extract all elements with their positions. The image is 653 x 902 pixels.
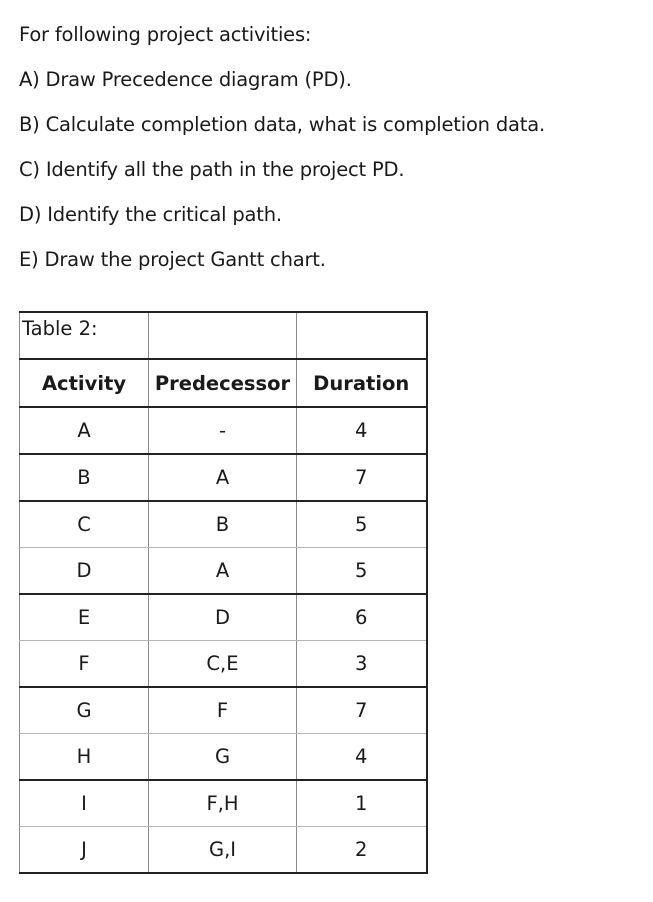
- activity-table: [19, 311, 428, 874]
- duration-cell: 6: [297, 594, 427, 641]
- activity-cell: I: [20, 780, 149, 827]
- table-row: [20, 734, 427, 781]
- duration-cell: 3: [297, 641, 427, 688]
- duration-cell: 5: [297, 548, 427, 595]
- table-caption-row: [20, 312, 427, 359]
- duration-cell: 5: [297, 501, 427, 548]
- table-caption-empty-cell: [149, 312, 297, 359]
- activity-cell: D: [20, 548, 149, 595]
- duration-cell: 4: [297, 407, 427, 454]
- predecessor-cell: B: [149, 501, 297, 548]
- table-row: [20, 827, 427, 874]
- activity-cell: F: [20, 641, 149, 688]
- question-e: E) Draw the project Gantt chart.: [19, 248, 326, 271]
- activity-cell: B: [20, 454, 149, 501]
- activity-cell: J: [20, 827, 149, 874]
- table-header-row: [20, 359, 427, 407]
- duration-cell: 7: [297, 454, 427, 501]
- header-predecessor: Predecessor: [149, 359, 297, 407]
- predecessor-cell: A: [149, 454, 297, 501]
- table-caption: Table 2:: [20, 312, 149, 359]
- table-row: [20, 407, 427, 454]
- activity-cell: E: [20, 594, 149, 641]
- predecessor-cell: C,E: [149, 641, 297, 688]
- activity-cell: H: [20, 734, 149, 781]
- table-row: [20, 548, 427, 595]
- predecessor-cell: D: [149, 594, 297, 641]
- predecessor-cell: G: [149, 734, 297, 781]
- predecessor-cell: A: [149, 548, 297, 595]
- intro-text: For following project activities:: [19, 23, 312, 46]
- question-b: B) Calculate completion data, what is completion data.: [19, 113, 545, 136]
- predecessor-cell: F: [149, 687, 297, 734]
- activity-cell: G: [20, 687, 149, 734]
- table-caption-empty-cell: [297, 312, 427, 359]
- header-activity: Activity: [20, 359, 149, 407]
- table-row: [20, 501, 427, 548]
- duration-cell: 7: [297, 687, 427, 734]
- table-row: [20, 687, 427, 734]
- question-d: D) Identify the critical path.: [19, 203, 282, 226]
- duration-cell: 2: [297, 827, 427, 874]
- predecessor-cell: -: [149, 407, 297, 454]
- table-row: [20, 641, 427, 688]
- question-a: A) Draw Precedence diagram (PD).: [19, 68, 352, 91]
- header-duration: Duration: [297, 359, 427, 407]
- table-row: [20, 780, 427, 827]
- activity-cell: C: [20, 501, 149, 548]
- table-row: [20, 594, 427, 641]
- activity-cell: A: [20, 407, 149, 454]
- duration-cell: 4: [297, 734, 427, 781]
- table-row: [20, 454, 427, 501]
- predecessor-cell: F,H: [149, 780, 297, 827]
- predecessor-cell: G,I: [149, 827, 297, 874]
- duration-cell: 1: [297, 780, 427, 827]
- question-c: C) Identify all the path in the project PD.: [19, 158, 405, 181]
